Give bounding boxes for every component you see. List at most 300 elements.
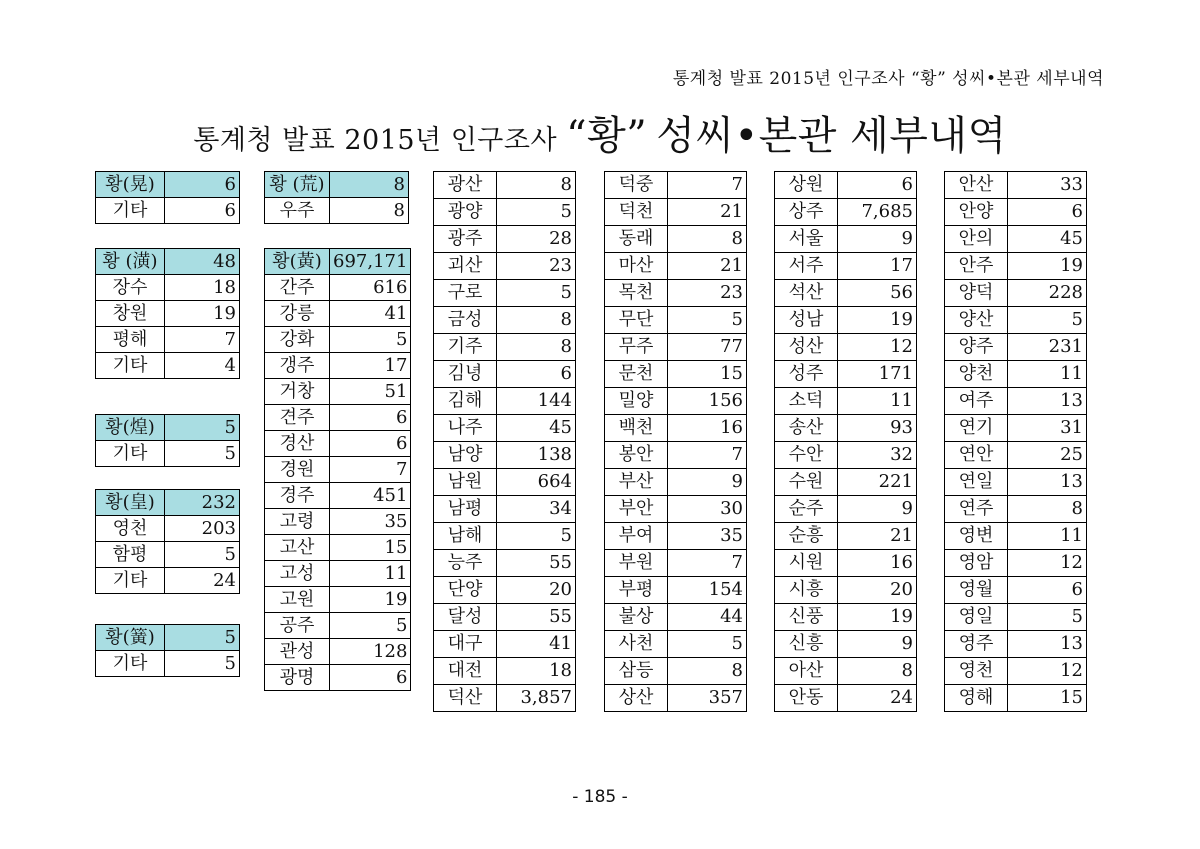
population-count: 20 [838,577,917,604]
population-count: 8 [330,172,409,198]
table-row [434,442,576,469]
table-row [775,550,917,577]
table-row [265,457,411,483]
table-row [265,431,411,457]
bongwan-name: 우주 [265,198,330,224]
bongwan-name: 남평 [434,496,497,523]
table-row [605,415,747,442]
bongwan-name: 금성 [434,307,497,334]
population-count: 24 [838,685,917,712]
population-count: 77 [668,334,747,361]
bongwan-name: 고산 [265,535,330,561]
table-row [605,604,747,631]
table-row [265,301,411,327]
bongwan-name: 강릉 [265,301,330,327]
population-count: 18 [165,275,240,301]
bongwan-name: 능주 [434,550,497,577]
bongwan-name: 양천 [945,361,1008,388]
bongwan-name: 목천 [605,280,668,307]
bongwan-name: 영암 [945,550,1008,577]
population-count: 34 [497,496,576,523]
population-count: 23 [497,253,576,280]
table-header-row [96,415,240,441]
bongwan-name: 고령 [265,509,330,535]
bongwan-name: 안양 [945,199,1008,226]
population-count: 13 [1008,388,1087,415]
bongwan-name: 신흥 [775,631,838,658]
bongwan-name: 기타 [96,353,165,379]
population-count: 21 [668,253,747,280]
table-row [945,307,1087,334]
bongwan-name: 영해 [945,685,1008,712]
bongwan-name: 황(黃) [265,249,330,275]
population-count: 5 [165,441,240,467]
population-count: 171 [838,361,917,388]
bongwan-name: 간주 [265,275,330,301]
table-row [945,658,1087,685]
population-count: 16 [838,550,917,577]
table-row [775,415,917,442]
bongwan-name: 아산 [775,658,838,685]
table-row [605,388,747,415]
population-count: 8 [497,172,576,199]
bongwan-name: 부평 [605,577,668,604]
table-row [945,253,1087,280]
bongwan-name: 기타 [96,441,165,467]
table-row [775,280,917,307]
table-row [265,561,411,587]
table-row [434,658,576,685]
bongwan-name: 영주 [945,631,1008,658]
table-row [434,199,576,226]
population-count: 35 [668,523,747,550]
table-row [775,226,917,253]
population-count: 44 [668,604,747,631]
population-count: 5 [497,523,576,550]
population-count: 21 [838,523,917,550]
population-count: 19 [165,301,240,327]
bongwan-name: 황(簧) [96,625,165,651]
bongwan-name: 덕천 [605,199,668,226]
population-count: 5 [165,651,240,677]
table-row [945,415,1087,442]
table-header-row [96,249,240,275]
bongwan-name: 기타 [96,568,165,594]
bongwan-name: 대구 [434,631,497,658]
bongwan-name: 거창 [265,379,330,405]
table-row [775,685,917,712]
table-row [945,334,1087,361]
table-row [775,631,917,658]
population-count: 5 [497,280,576,307]
table-row [945,631,1087,658]
page-title [0,104,1200,161]
table-row [945,577,1087,604]
table-row [605,361,747,388]
population-count: 232 [165,490,240,516]
population-count: 5 [668,307,747,334]
bongwan-name: 영천 [96,516,165,542]
population-count: 6 [1008,577,1087,604]
bongwan-name: 안동 [775,685,838,712]
table-row [265,327,411,353]
clan-table-hwang-reed [95,624,240,677]
population-count: 19 [1008,253,1087,280]
table-row [265,483,411,509]
table-row [605,307,747,334]
table-row [434,631,576,658]
population-count: 45 [497,415,576,442]
table-row [96,516,240,542]
table-row [945,280,1087,307]
population-count: 5 [330,613,411,639]
table-row [775,577,917,604]
population-count: 12 [838,334,917,361]
bongwan-name: 광산 [434,172,497,199]
population-count: 30 [668,496,747,523]
table-row [265,275,411,301]
population-count: 16 [668,415,747,442]
bongwan-name: 영천 [945,658,1008,685]
bongwan-name: 수원 [775,469,838,496]
bongwan-name: 황(皇) [96,490,165,516]
clan-table-hwang-fire [95,414,240,467]
population-count: 19 [838,604,917,631]
population-count: 12 [1008,658,1087,685]
bongwan-name: 여주 [945,388,1008,415]
population-count: 144 [497,388,576,415]
population-count: 6 [497,361,576,388]
population-count: 15 [330,535,411,561]
bongwan-name: 장수 [96,275,165,301]
population-count: 697,171 [330,249,411,275]
table-row [775,307,917,334]
population-count: 8 [497,307,576,334]
bongwan-name: 기주 [434,334,497,361]
bongwan-name: 문천 [605,361,668,388]
table-row [775,469,917,496]
table-row [265,665,411,691]
bongwan-name: 달성 [434,604,497,631]
population-count: 664 [497,469,576,496]
population-count: 8 [668,226,747,253]
table-row [265,535,411,561]
clan-table-hwang-water [95,248,240,379]
population-count: 25 [1008,442,1087,469]
bongwan-name: 송산 [775,415,838,442]
population-count: 41 [330,301,411,327]
bongwan-name: 광주 [434,226,497,253]
table-row [945,469,1087,496]
population-count: 7 [165,327,240,353]
table-row [434,604,576,631]
bongwan-name: 남원 [434,469,497,496]
population-count: 15 [1008,685,1087,712]
bongwan-name: 상원 [775,172,838,199]
table-row [96,198,240,224]
table-row [96,275,240,301]
population-count: 41 [497,631,576,658]
bongwan-name: 경주 [265,483,330,509]
table-header-row [96,625,240,651]
bongwan-name: 양주 [945,334,1008,361]
population-count: 156 [668,388,747,415]
population-count: 6 [838,172,917,199]
population-count: 13 [1008,469,1087,496]
bongwan-name: 황(煌) [96,415,165,441]
table-row [775,199,917,226]
population-count: 231 [1008,334,1087,361]
bongwan-name: 공주 [265,613,330,639]
table-row [945,685,1087,712]
population-count: 32 [838,442,917,469]
population-count: 128 [330,639,411,665]
population-count: 5 [668,631,747,658]
bongwan-name: 수안 [775,442,838,469]
bongwan-name: 서울 [775,226,838,253]
bongwan-name: 서주 [775,253,838,280]
table-row [96,301,240,327]
clan-table-hwang-emperor [95,489,240,594]
population-count: 6 [165,198,240,224]
bongwan-name: 동래 [605,226,668,253]
bongwan-name: 부안 [605,496,668,523]
population-count: 8 [838,658,917,685]
population-count: 5 [1008,604,1087,631]
table-row [605,226,747,253]
table-row [265,639,411,665]
bongwan-name: 소덕 [775,388,838,415]
population-count: 9 [838,226,917,253]
population-count: 6 [330,665,411,691]
table-row [434,334,576,361]
population-count: 5 [165,415,240,441]
bongwan-column-1 [433,171,576,712]
table-row [605,577,747,604]
population-count: 33 [1008,172,1087,199]
bongwan-name: 김녕 [434,361,497,388]
bongwan-name: 김해 [434,388,497,415]
bongwan-name: 안산 [945,172,1008,199]
population-count: 4 [165,353,240,379]
table-header-row [96,172,240,198]
table-row [265,509,411,535]
table-row [434,550,576,577]
population-count: 45 [1008,226,1087,253]
population-count: 228 [1008,280,1087,307]
table-row [775,388,917,415]
population-count: 23 [668,280,747,307]
population-count: 93 [838,415,917,442]
table-row [605,280,747,307]
population-count: 19 [330,587,411,613]
table-row [775,253,917,280]
population-count: 6 [165,172,240,198]
bongwan-name: 성산 [775,334,838,361]
bongwan-name: 성남 [775,307,838,334]
bongwan-name: 나주 [434,415,497,442]
population-count: 7 [668,442,747,469]
population-count: 5 [165,542,240,568]
table-row [775,334,917,361]
population-count: 221 [838,469,917,496]
bongwan-name: 황 (潢) [96,249,165,275]
table-row [605,523,747,550]
bongwan-name: 남양 [434,442,497,469]
bongwan-name: 광명 [265,665,330,691]
population-count: 12 [1008,550,1087,577]
bongwan-name: 불상 [605,604,668,631]
population-count: 616 [330,275,411,301]
title-suffix: 성씨•본관 세부내역 [656,113,1007,159]
table-row [605,253,747,280]
bongwan-name: 견주 [265,405,330,431]
population-count: 8 [668,658,747,685]
bongwan-name: 강화 [265,327,330,353]
table-row [945,172,1087,199]
bongwan-name: 석산 [775,280,838,307]
population-count: 55 [497,550,576,577]
table-row [96,441,240,467]
clan-table-hwang-yellow [264,248,411,691]
bongwan-name: 단양 [434,577,497,604]
bongwan-name: 백천 [605,415,668,442]
bongwan-name: 부산 [605,469,668,496]
bongwan-column-3 [774,171,917,712]
population-count: 28 [497,226,576,253]
bongwan-name: 경원 [265,457,330,483]
bongwan-name: 고성 [265,561,330,587]
bongwan-name: 영변 [945,523,1008,550]
running-header: 통계청 발표 2015년 인구조사 “황” 성씨•본관 세부내역 [672,69,1104,89]
table-row [775,523,917,550]
population-count: 138 [497,442,576,469]
population-count: 6 [1008,199,1087,226]
table-row [434,577,576,604]
table-row [605,658,747,685]
table-row [605,550,747,577]
table-row [434,523,576,550]
bongwan-name: 양산 [945,307,1008,334]
table-header-row [96,490,240,516]
population-count: 56 [838,280,917,307]
bongwan-name: 황(晃) [96,172,165,198]
bongwan-name: 안주 [945,253,1008,280]
population-count: 11 [838,388,917,415]
table-row [945,442,1087,469]
population-count: 24 [165,568,240,594]
bongwan-name: 밀양 [605,388,668,415]
bongwan-name: 황 (荒) [265,172,330,198]
population-count: 154 [668,577,747,604]
population-count: 20 [497,577,576,604]
table-row [434,496,576,523]
bongwan-name: 사천 [605,631,668,658]
title-prefix: 통계청 발표 2015년 인구조사 [193,125,558,156]
bongwan-name: 무단 [605,307,668,334]
bongwan-name: 연주 [945,496,1008,523]
population-count: 11 [1008,523,1087,550]
bongwan-name: 안의 [945,226,1008,253]
table-row [605,685,747,712]
population-count: 31 [1008,415,1087,442]
population-count: 17 [330,353,411,379]
population-count: 51 [330,379,411,405]
table-row [605,172,747,199]
table-row [434,361,576,388]
population-count: 5 [165,625,240,651]
clan-table-hwang-wild [264,171,409,224]
table-row [605,334,747,361]
table-row [945,199,1087,226]
population-count: 35 [330,509,411,535]
population-count: 15 [668,361,747,388]
table-row [605,631,747,658]
bongwan-name: 고원 [265,587,330,613]
table-row [434,415,576,442]
population-count: 21 [668,199,747,226]
table-row [775,658,917,685]
population-count: 8 [1008,496,1087,523]
bongwan-name: 괴산 [434,253,497,280]
population-count: 7,685 [838,199,917,226]
table-row [605,199,747,226]
bongwan-column-4 [944,171,1087,712]
table-row [945,604,1087,631]
bongwan-name: 관성 [265,639,330,665]
table-row [945,388,1087,415]
population-count: 5 [497,199,576,226]
table-row [945,226,1087,253]
bongwan-name: 시흥 [775,577,838,604]
table-row [434,388,576,415]
bongwan-name: 기타 [96,651,165,677]
table-row [945,550,1087,577]
table-row [434,226,576,253]
population-count: 7 [668,172,747,199]
table-row [605,469,747,496]
bongwan-name: 순주 [775,496,838,523]
bongwan-name: 삼등 [605,658,668,685]
population-count: 55 [497,604,576,631]
population-count: 9 [838,496,917,523]
table-row [945,361,1087,388]
bongwan-name: 연안 [945,442,1008,469]
population-count: 8 [497,334,576,361]
table-row [434,307,576,334]
bongwan-name: 덕중 [605,172,668,199]
table-row [945,496,1087,523]
population-count: 8 [330,198,409,224]
population-count: 11 [1008,361,1087,388]
table-row [434,685,576,712]
population-count: 18 [497,658,576,685]
bongwan-name: 무주 [605,334,668,361]
population-count: 451 [330,483,411,509]
table-row [605,442,747,469]
bongwan-name: 마산 [605,253,668,280]
table-row [96,651,240,677]
bongwan-name: 구로 [434,280,497,307]
bongwan-name: 성주 [775,361,838,388]
population-count: 5 [330,327,411,353]
bongwan-name: 영일 [945,604,1008,631]
bongwan-name: 상주 [775,199,838,226]
table-row [265,405,411,431]
population-count: 9 [838,631,917,658]
population-count: 357 [668,685,747,712]
population-count: 19 [838,307,917,334]
